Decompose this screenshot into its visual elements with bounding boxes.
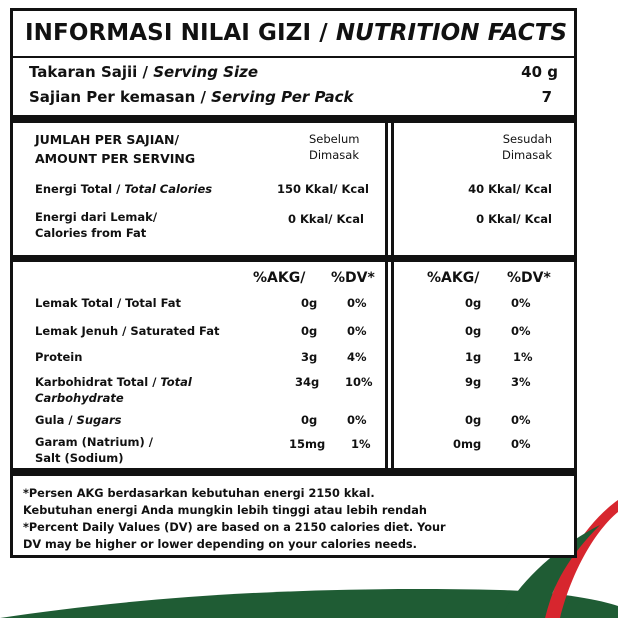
title-english: NUTRITION FACTS xyxy=(335,20,568,46)
nutrient-salt-label-line1: Garam (Natrium) / xyxy=(35,435,153,449)
protein-before-dv: 4% xyxy=(347,350,367,364)
carbohydrate-before-dv: 10% xyxy=(345,375,373,389)
energy-fat-label-line1: Energi dari Lemak/ xyxy=(35,210,158,224)
nutrient-total-fat-label: Lemak Total / Total Fat xyxy=(35,296,182,310)
salt-before-dv: 1% xyxy=(351,437,371,451)
column-divider-gap-1 xyxy=(388,123,391,255)
title-indonesian: INFORMASI NILAI GIZI / xyxy=(25,20,336,46)
carbohydrate-before-akg: 34g xyxy=(295,375,320,389)
thick-divider-bottom xyxy=(13,468,574,476)
total-fat-before-akg: 0g xyxy=(301,296,318,310)
dv-header-after: %DV* xyxy=(507,270,551,286)
after-cooked-line2: Dimasak xyxy=(502,148,552,162)
column-divider-gap-2 xyxy=(388,262,391,468)
nutrient-sugars-label: Gula / Sugars xyxy=(35,413,122,427)
after-cooked-line1: Sesudah xyxy=(502,132,552,146)
sugars-before-akg: 0g xyxy=(301,413,318,427)
akg-header-after: %AKG/ xyxy=(427,270,480,286)
footnote-line: *Persen AKG berdasarkan kebutuhan energi 2150 kkal. xyxy=(23,487,375,500)
nutrient-saturated-fat-label: Lemak Jenuh / Saturated Fat xyxy=(35,324,220,338)
protein-after-dv: 1% xyxy=(513,350,533,364)
energy-total-label: Energi Total / Total Calories xyxy=(35,182,213,196)
saturated-fat-after-dv: 0% xyxy=(511,324,531,338)
energy-total-after: 40 Kkal/ Kcal xyxy=(468,182,552,196)
protein-before-akg: 3g xyxy=(301,350,318,364)
thick-divider-middle xyxy=(13,255,574,262)
before-cooked-line2: Dimasak xyxy=(309,148,359,162)
label-title xyxy=(25,20,567,46)
serving-per-pack-label: Sajian Per kemasan / Serving Per Pack xyxy=(29,88,354,106)
protein-after-akg: 1g xyxy=(465,350,482,364)
amount-header-line1: JUMLAH PER SAJIAN/ xyxy=(35,132,180,147)
sugars-after-akg: 0g xyxy=(465,413,482,427)
sugars-after-dv: 0% xyxy=(511,413,531,427)
sugars-before-dv: 0% xyxy=(347,413,367,427)
salt-after-dv: 0% xyxy=(511,437,531,451)
footnotes xyxy=(23,485,563,553)
saturated-fat-after-akg: 0g xyxy=(465,324,482,338)
total-fat-before-dv: 0% xyxy=(347,296,367,310)
carbohydrate-after-dv: 3% xyxy=(511,375,531,389)
footnote-line: *Percent Daily Values (DV) are based on a 2150 calories diet. Your xyxy=(23,521,446,534)
footnote-line: DV may be higher or lower depending on your calories needs. xyxy=(23,538,417,551)
nutrient-carbohydrate-label-line1: Karbohidrat Total / Total xyxy=(35,375,192,389)
salt-after-akg: 0mg xyxy=(453,437,482,451)
serving-size-label: Takaran Sajii / Serving Size xyxy=(29,63,258,81)
energy-fat-label-line2: Calories from Fat xyxy=(35,226,147,240)
total-fat-after-dv: 0% xyxy=(511,296,531,310)
title-divider xyxy=(13,56,574,58)
salt-before-akg: 15mg xyxy=(289,437,326,451)
energy-total-before: 150 Kkal/ Kcal xyxy=(277,182,369,196)
footnote-line: Kebutuhan energi Anda mungkin lebih tinggi atau lebih rendah xyxy=(23,504,427,517)
amount-header-line2: AMOUNT PER SERVING xyxy=(35,151,196,166)
total-fat-after-akg: 0g xyxy=(465,296,482,310)
energy-fat-after: 0 Kkal/ Kcal xyxy=(476,212,552,226)
nutrient-salt-label-line2: Salt (Sodium) xyxy=(35,451,124,465)
dv-header-before: %DV* xyxy=(331,270,375,286)
akg-header-before: %AKG/ xyxy=(253,270,306,286)
energy-fat-before: 0 Kkal/ Kcal xyxy=(288,212,364,226)
serving-size-value: 40 g xyxy=(521,63,558,81)
saturated-fat-before-akg: 0g xyxy=(301,324,318,338)
nutrition-label xyxy=(10,8,577,558)
serving-per-pack-value: 7 xyxy=(541,88,552,106)
before-cooked-line1: Sebelum xyxy=(309,132,360,146)
nutrient-protein-label: Protein xyxy=(35,350,83,364)
thick-divider-top xyxy=(13,115,574,123)
carbohydrate-after-akg: 9g xyxy=(465,375,482,389)
saturated-fat-before-dv: 0% xyxy=(347,324,367,338)
nutrient-carbohydrate-label-line2: Carbohydrate xyxy=(35,391,124,405)
